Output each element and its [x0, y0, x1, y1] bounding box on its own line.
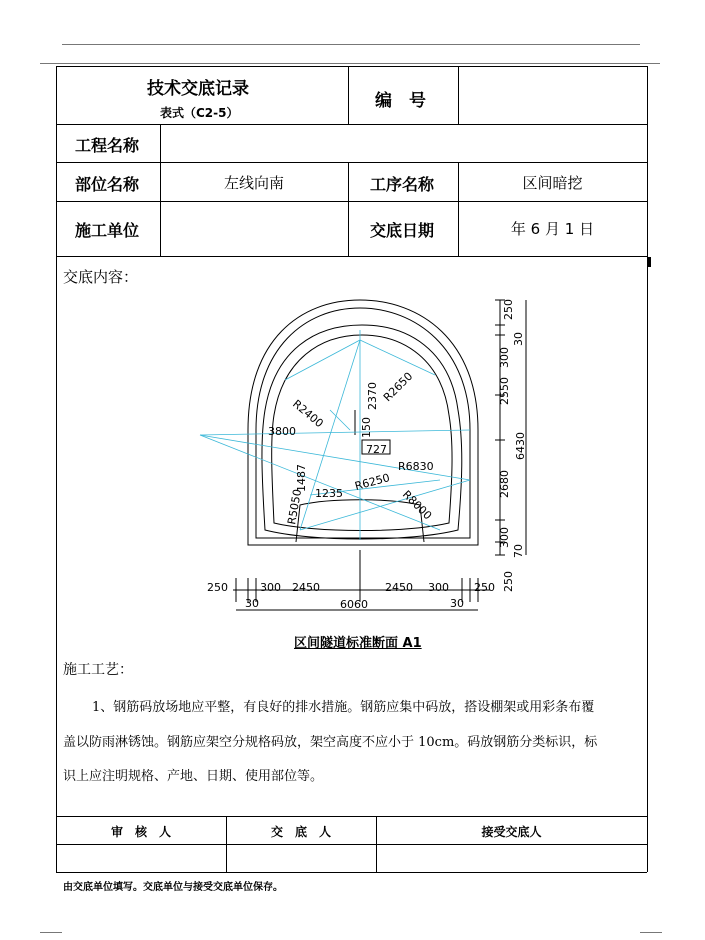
col-line	[458, 66, 459, 124]
location-label: 部位名称	[75, 175, 140, 194]
receiver-signature-cell[interactable]	[377, 845, 646, 871]
dim-right-2550: 2550	[498, 377, 511, 405]
row-line	[56, 124, 647, 125]
row-line	[56, 256, 647, 257]
footer-note: 由交底单位填写。交底单位与接受交底单位保存。	[63, 882, 283, 893]
paragraph-line-2: 盖以防雨淋锈蚀。钢筋应架空分规格码放，架空高度不应小于 10cm。码放钢筋分类标识，标	[63, 735, 598, 750]
presenter-signature-cell[interactable]	[227, 845, 375, 871]
dim-2370: 2370	[366, 382, 379, 410]
receiver-label: 接受交底人	[481, 825, 542, 839]
dim-727: 727	[366, 443, 387, 456]
dim-bottom-250-left: 250	[207, 581, 228, 594]
dim-right-30-top: 30	[512, 332, 525, 346]
number-label: 编 号	[375, 91, 426, 111]
dim-r8000: R8000	[399, 487, 435, 523]
page-bottom-mark	[40, 932, 62, 933]
dim-r2400: R2400	[290, 397, 326, 431]
row-line	[56, 816, 647, 817]
dim-r6830: R6830	[398, 460, 434, 473]
reviewer-label: 审 核 人	[110, 825, 171, 839]
dim-right-70: 70	[512, 544, 525, 558]
contractor-label: 施工单位	[75, 221, 140, 240]
location-value[interactable]: 左线向南	[223, 174, 284, 192]
paragraph-line-1: 1、钢筋码放场地应平整，有良好的排水措施。钢筋应集中码放，搭设棚架或用彩条布覆	[92, 700, 595, 715]
dim-right-2680: 2680	[498, 470, 511, 498]
dim-r5050: R5050	[285, 488, 305, 526]
dim-r6250: R6250	[353, 471, 392, 493]
content-label: 交底内容：	[63, 268, 139, 286]
col-line	[348, 162, 349, 256]
page-bottom-mark	[640, 932, 662, 933]
dim-150: 150	[360, 417, 373, 438]
process-label: 工序名称	[370, 175, 435, 194]
dim-bottom-300-left: 300	[260, 581, 281, 594]
reviewer-signature-cell[interactable]	[57, 845, 225, 871]
table-top-border	[56, 66, 647, 67]
dim-3800: 3800	[268, 425, 296, 438]
dim-right-250-top: 250	[502, 299, 515, 320]
page-top-margin-line	[40, 63, 660, 64]
form-code: 表式（C2-5）	[160, 106, 239, 120]
tunnel-cross-section-drawing	[0, 280, 705, 640]
dim-bottom-30-right: 30	[450, 597, 464, 610]
dim-bottom-2450-left: 2450	[292, 581, 320, 594]
process-value[interactable]: 区间暗挖	[522, 174, 583, 192]
process-heading: 施工工艺：	[63, 662, 133, 678]
dim-r2650: R2650	[380, 369, 416, 405]
date-label: 交底日期	[370, 221, 435, 240]
document-title: 技术交底记录	[147, 79, 249, 99]
row-line	[56, 201, 647, 202]
dim-bottom-300-right: 300	[428, 581, 449, 594]
dim-bottom-2450-right: 2450	[385, 581, 413, 594]
dim-right-300-top: 300	[498, 347, 511, 368]
table-bottom-border	[56, 872, 647, 873]
right-margin-mark	[648, 257, 651, 267]
dim-right-6430: 6430	[514, 432, 527, 460]
presenter-label: 交 底 人	[270, 825, 331, 839]
dim-bottom-30-left: 30	[245, 597, 259, 610]
date-value[interactable]: 年 6 月 1 日	[510, 220, 595, 238]
dim-right-300-bottom: 300	[498, 527, 511, 548]
page-top-guide	[62, 44, 640, 45]
col-line	[348, 66, 349, 124]
figure-caption: 区间隧道标准断面 A1	[294, 636, 422, 651]
row-line	[56, 162, 647, 163]
dim-bottom-250-right: 250	[474, 581, 495, 594]
dim-bottom-6060: 6060	[340, 598, 368, 611]
dim-1235: 1235	[315, 487, 343, 500]
dim-right-250-bottom: 250	[502, 571, 515, 592]
paragraph-line-3: 识上应注明规格、产地、日期、使用部位等。	[63, 769, 324, 784]
dim-1487: 1487	[295, 464, 308, 492]
project-name-label: 工程名称	[75, 136, 140, 155]
